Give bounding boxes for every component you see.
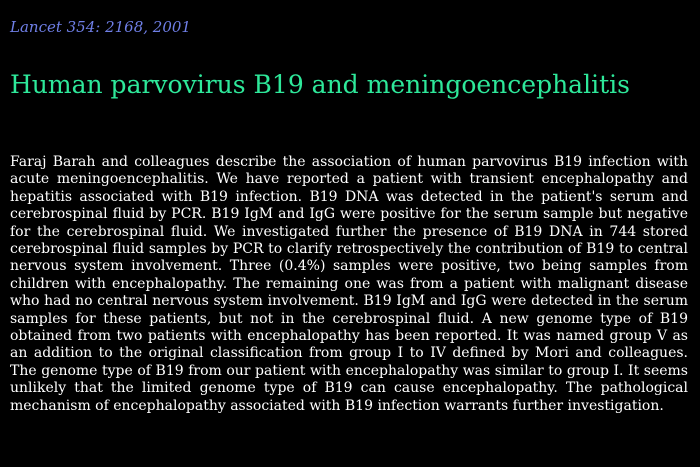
body-paragraph: Faraj Barah and colleagues describe the association of human parvovirus B19 infection with acute meningoencephalitis. We have reported a patient with transient encephalopathy and hepatitis associated with B19 infection. B19 DNA was detected in the patient's serum and cerebrospinal fluid by PCR. B19 IgM and IgG were positive for the serum sample but negative for the cerebrospinal fluid. We investigated further the presence of B19 DNA in 744 stored cerebrospinal fluid samples by PCR to clarify retrospectively the contribution of B19 to central nervous system involvement. Three (0.4%) samples were positive, two being samples from children with encephalopathy. The remaining one was from a patient with malignant disease who had no central nervous system involvement. B19 IgM and IgG were detected in the serum samples for these patients, but not in the cerebrospinal fluid. A new genome type of B19 obtained from two patients with encephalopathy has been reported. It was named group V as an addition to the original classification from group I to IV defined by Mori and colleagues. The genome type of B19 from our patient with encephalopathy was similar to group I. It seems unlikely that the limited genome type of B19 can cause encephalopathy. The pathological mechanism of encephalopathy associated with B19 infection warrants further investigation. [10, 154, 688, 414]
page-title: Human parvovirus B19 and meningoencephalitis [10, 70, 630, 99]
journal-citation: Lancet 354: 2168, 2001 [10, 18, 191, 36]
